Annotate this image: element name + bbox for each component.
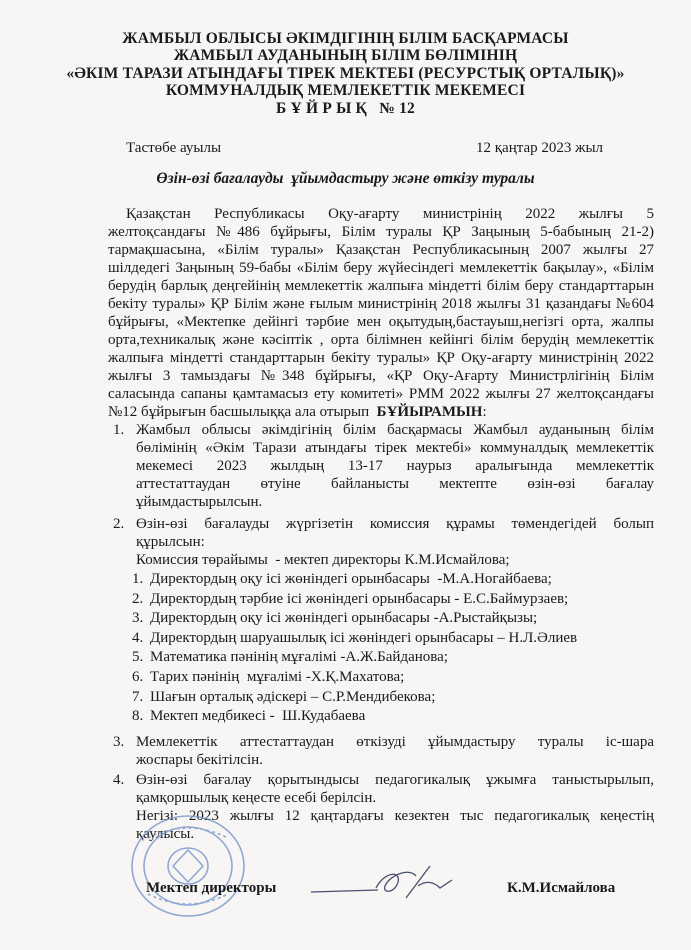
preamble-line: саласында сапаны қамтамасыз ету комитеті» РММ 2022 жылғы 27 желтоқсандағы (108, 386, 654, 402)
item-1-line: ұйымдастырылсын. (136, 494, 263, 510)
preamble-line: шілдедегі Заңының 59-бабы «Білім беру жүйесіндегі мемлекеттік бақылау», «Білім (108, 260, 654, 276)
preamble-line: берудің барлық деңгейінің мемлекеттік жалпыға міндетті білім беру стандарттарын (108, 278, 654, 294)
header-line-1: ЖАМБЫЛ ОБЛЫСЫ ӘКІМДІГІНІҢ БІЛІМ БАСҚАРМАСЫ (122, 30, 569, 47)
order-word: БҰЙЫРАМЫН (376, 404, 483, 420)
member-text: Директордың тәрбие ісі жөніндегі орынбасары - Е.С.Баймурзаев; (150, 590, 569, 607)
member-text: Тарих пәнінің мұғалімі -Х.Қ.Махатова; (150, 669, 405, 685)
member-number: 7. (132, 688, 144, 705)
handwritten-signature (306, 860, 456, 910)
item-1-number: 1. (113, 422, 125, 438)
header-line-4: КОММУНАЛДЫҚ МЕМЛЕКЕТТІК МЕКЕМЕСІ (165, 82, 526, 99)
item-1-line: аттестаттаудан өтуіне байланысты мектепте өзін-өзі бағалау (136, 476, 654, 492)
member-text: Мектеп медбикесі - Ш.Кудабаева (150, 708, 366, 725)
preamble-last-line: №12 бұйрығын басшылыққа ала отырып БҰЙЫРАМЫН: (108, 404, 487, 420)
place: Тастөбе ауылы (126, 140, 222, 156)
preamble-last-text: №12 бұйрығын басшылыққа ала отырып (108, 404, 370, 420)
header-line-2: ЖАМБЫЛ АУДАНЫНЫҢ БІЛІМ БӨЛІМІНІҢ (173, 47, 518, 64)
preamble-line: орта,техникалық және кәсіптік , орта білімнен кейінгі білім берудің мемлекеттік (108, 332, 654, 348)
item-3-number: 3. (113, 734, 125, 750)
item-2-number: 2. (113, 516, 125, 532)
item-3-line: Мемлекеттік аттестаттаудан өткізуді ұйымдастыру туралы іс-шара (136, 734, 654, 750)
commission-member (132, 707, 365, 727)
signature-title: Мектеп директоры (146, 880, 277, 896)
commission-member (132, 668, 404, 688)
member-number: 5. (132, 649, 144, 666)
order-number: Б Ұ Й Р Ы Қ № 12 (276, 100, 415, 117)
signature-name: К.М.Исмайлова (507, 880, 616, 896)
item-4-number: 4. (113, 772, 125, 788)
member-number: 6. (132, 669, 144, 685)
commission-member (132, 609, 537, 629)
basis-line-2: қаулысы. (136, 826, 195, 842)
preamble-line: бекіту туралы» ҚР Білім және ғылым министрінің 2018 жылғы 31 қазандағы №604 (108, 296, 654, 312)
member-number: 1. (132, 571, 144, 587)
basis-line-1: Негізі: 2023 жылғы 12 қаңтардағы кезектен тыс педагогикалық кеңестің (136, 808, 654, 824)
commission-chair: Комиссия төрайымы - мектеп директоры К.М.Исмайлова; (136, 552, 510, 568)
member-number: 8. (132, 708, 144, 725)
preamble-line: Қазақстан Республикасы Оқу-ағарту министрінің 2022 жылғы 5 (126, 206, 654, 222)
member-number: 4. (132, 629, 144, 646)
member-text: Математика пәнінің мұғалімі -А.Ж.Байданова; (150, 649, 448, 666)
commission-member (132, 590, 568, 610)
member-text: Директордың шаруашылық ісі жөніндегі орынбасары – Н.Л.Әлиев (150, 629, 578, 646)
preamble-line: бұйрығы, «Мектепке дейінгі тәрбие мен оқытудың,бастауыш,негізгі орта, жалпы (108, 314, 654, 330)
item-2-line-1: Өзін-өзі бағалауды жүргізетін комиссия құрамы төмендегідей болып (136, 516, 654, 532)
member-text: Директордың оқу ісі жөніндегі орынбасары -М.А.Ногайбаева; (150, 571, 552, 587)
member-text: Директордың оқу ісі жөніндегі орынбасары -А.Рыстайқызы; (150, 610, 538, 627)
item-3-line: жоспары бекітілсін. (136, 752, 263, 768)
preamble-line: тармақшасына, «Білім туралы» Қазақстан Республикасының 2007 жылғы 27 (108, 242, 654, 258)
commission-member (132, 688, 435, 708)
item-1-line: Жамбыл облысы әкімдігінің білім басқармасы Жамбыл ауданының білім (136, 422, 654, 438)
header-line-3: «ӘКІМ ТАРАЗИ АТЫНДАҒЫ ТІРЕК МЕКТЕБІ (РЕСУРСТЫҚ ОРТАЛЫҚ)» (66, 65, 625, 82)
date: 12 қаңтар 2023 жыл (476, 140, 604, 156)
commission-member (132, 570, 552, 590)
commission-member (132, 648, 448, 668)
item-4-line: қамқоршылық кеңесте есебі берілсін. (136, 790, 377, 806)
member-text: Шағын орталық әдіскері – С.Р.Мендибекова; (150, 688, 436, 705)
preamble-line: жылғы 3 тамыздағы №348 бұйрығы, «ҚР Оқу-Ағарту Министрлігінің Білім (108, 368, 654, 384)
commission-member (132, 629, 577, 649)
item-1-line: бөлімінің «Әкім Тарази атындағы тірек мектебі» коммуналдық мемлекеттік (136, 440, 654, 456)
member-number: 3. (132, 610, 144, 627)
preamble-line: жалпыға міндетті стандарттарын бекіту туралы» ҚР Оқу-ағарту министрінің 2022 (108, 350, 654, 366)
member-number: 2. (132, 590, 144, 607)
item-2-line-2: құрылсын: (136, 534, 205, 550)
item-1-line: мекемесі 2023 жылдың 13-17 наурыз аралығында мемлекеттік (136, 458, 654, 474)
item-4-line: Өзін-өзі бағалау қорытындысы педагогикалық ұжымға таныстырылып, (136, 772, 654, 788)
official-seal (128, 808, 248, 918)
document-title: Өзін-өзі бағалауды ұйымдастыру және өткізу туралы (156, 170, 535, 187)
preamble-line: желтоқсандағы №486 бұйрығы, Білім туралы ҚР Заңының 5-бабының 21-2) (108, 224, 654, 240)
